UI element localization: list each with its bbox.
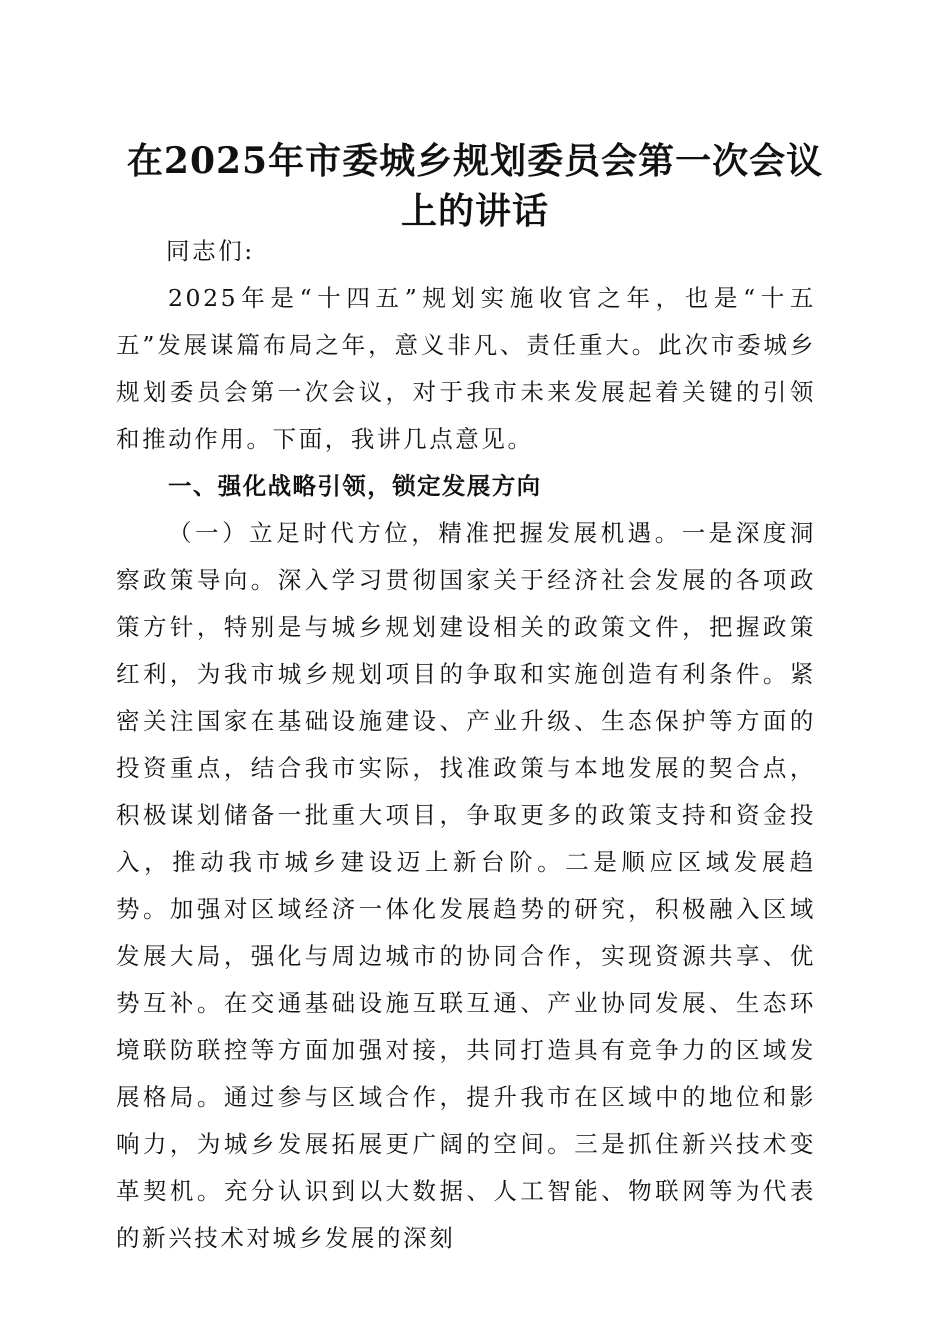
intro-paragraph: 2025年是“十四五”规划实施收官之年，也是“十五五”发展谋篇布局之年，意义非凡、责任重大。此次市委城乡规划委员会第一次会议，对于我市未来发展起着关键的引领和推动作用。下面，我讲几点意见。 — [116, 284, 816, 453]
salutation: 同志们: — [166, 237, 255, 265]
section-1-paragraph-1: （一）立足时代方位，精准把握发展机遇。一是深度洞察政策导向。深入学习贯彻国家关于经济社会发展的各项政策方针，特别是与城乡规划建设相关的政策文件，把握政策红利，为我市城乡规划项目的争取和实施创造有利条件。紧密关注国家在基础设施建设、产业升级、生态保护等方面的投资重点，结合我市实际，找准政策与本地发展的契合点，积极谋划储备一批重大项目，争取更多的政策支持和资金投入，推动我市城乡建设迈上新台阶。二是顺应区域发展趋势。加强对区域经济一体化发展趋势的研究，积极融入区域发展大局，强化与周边城市的协同合作，实现资源共享、优势互补。在交通基础设施互联互通、产业协同发展、生态环境联防联控等方面加强对接，共同打造具有竞争力的区域发展格局。通过参与区域合作，提升我市在区域中的地位和影响力，为城乡发展拓展更广阔的空间。三是抓住新兴技术变革契机。充分认识到以大数据、人工智能、物联网等为代表的新兴技术对城乡发展的深刻 — [116, 519, 816, 1252]
section-heading-1: 一、强化战略引领，锁定发展方向 — [168, 472, 542, 500]
document-body — [116, 228, 816, 1262]
document-title: 在2025年市委城乡规划委员会第一次会议上的讲话 — [126, 140, 824, 232]
